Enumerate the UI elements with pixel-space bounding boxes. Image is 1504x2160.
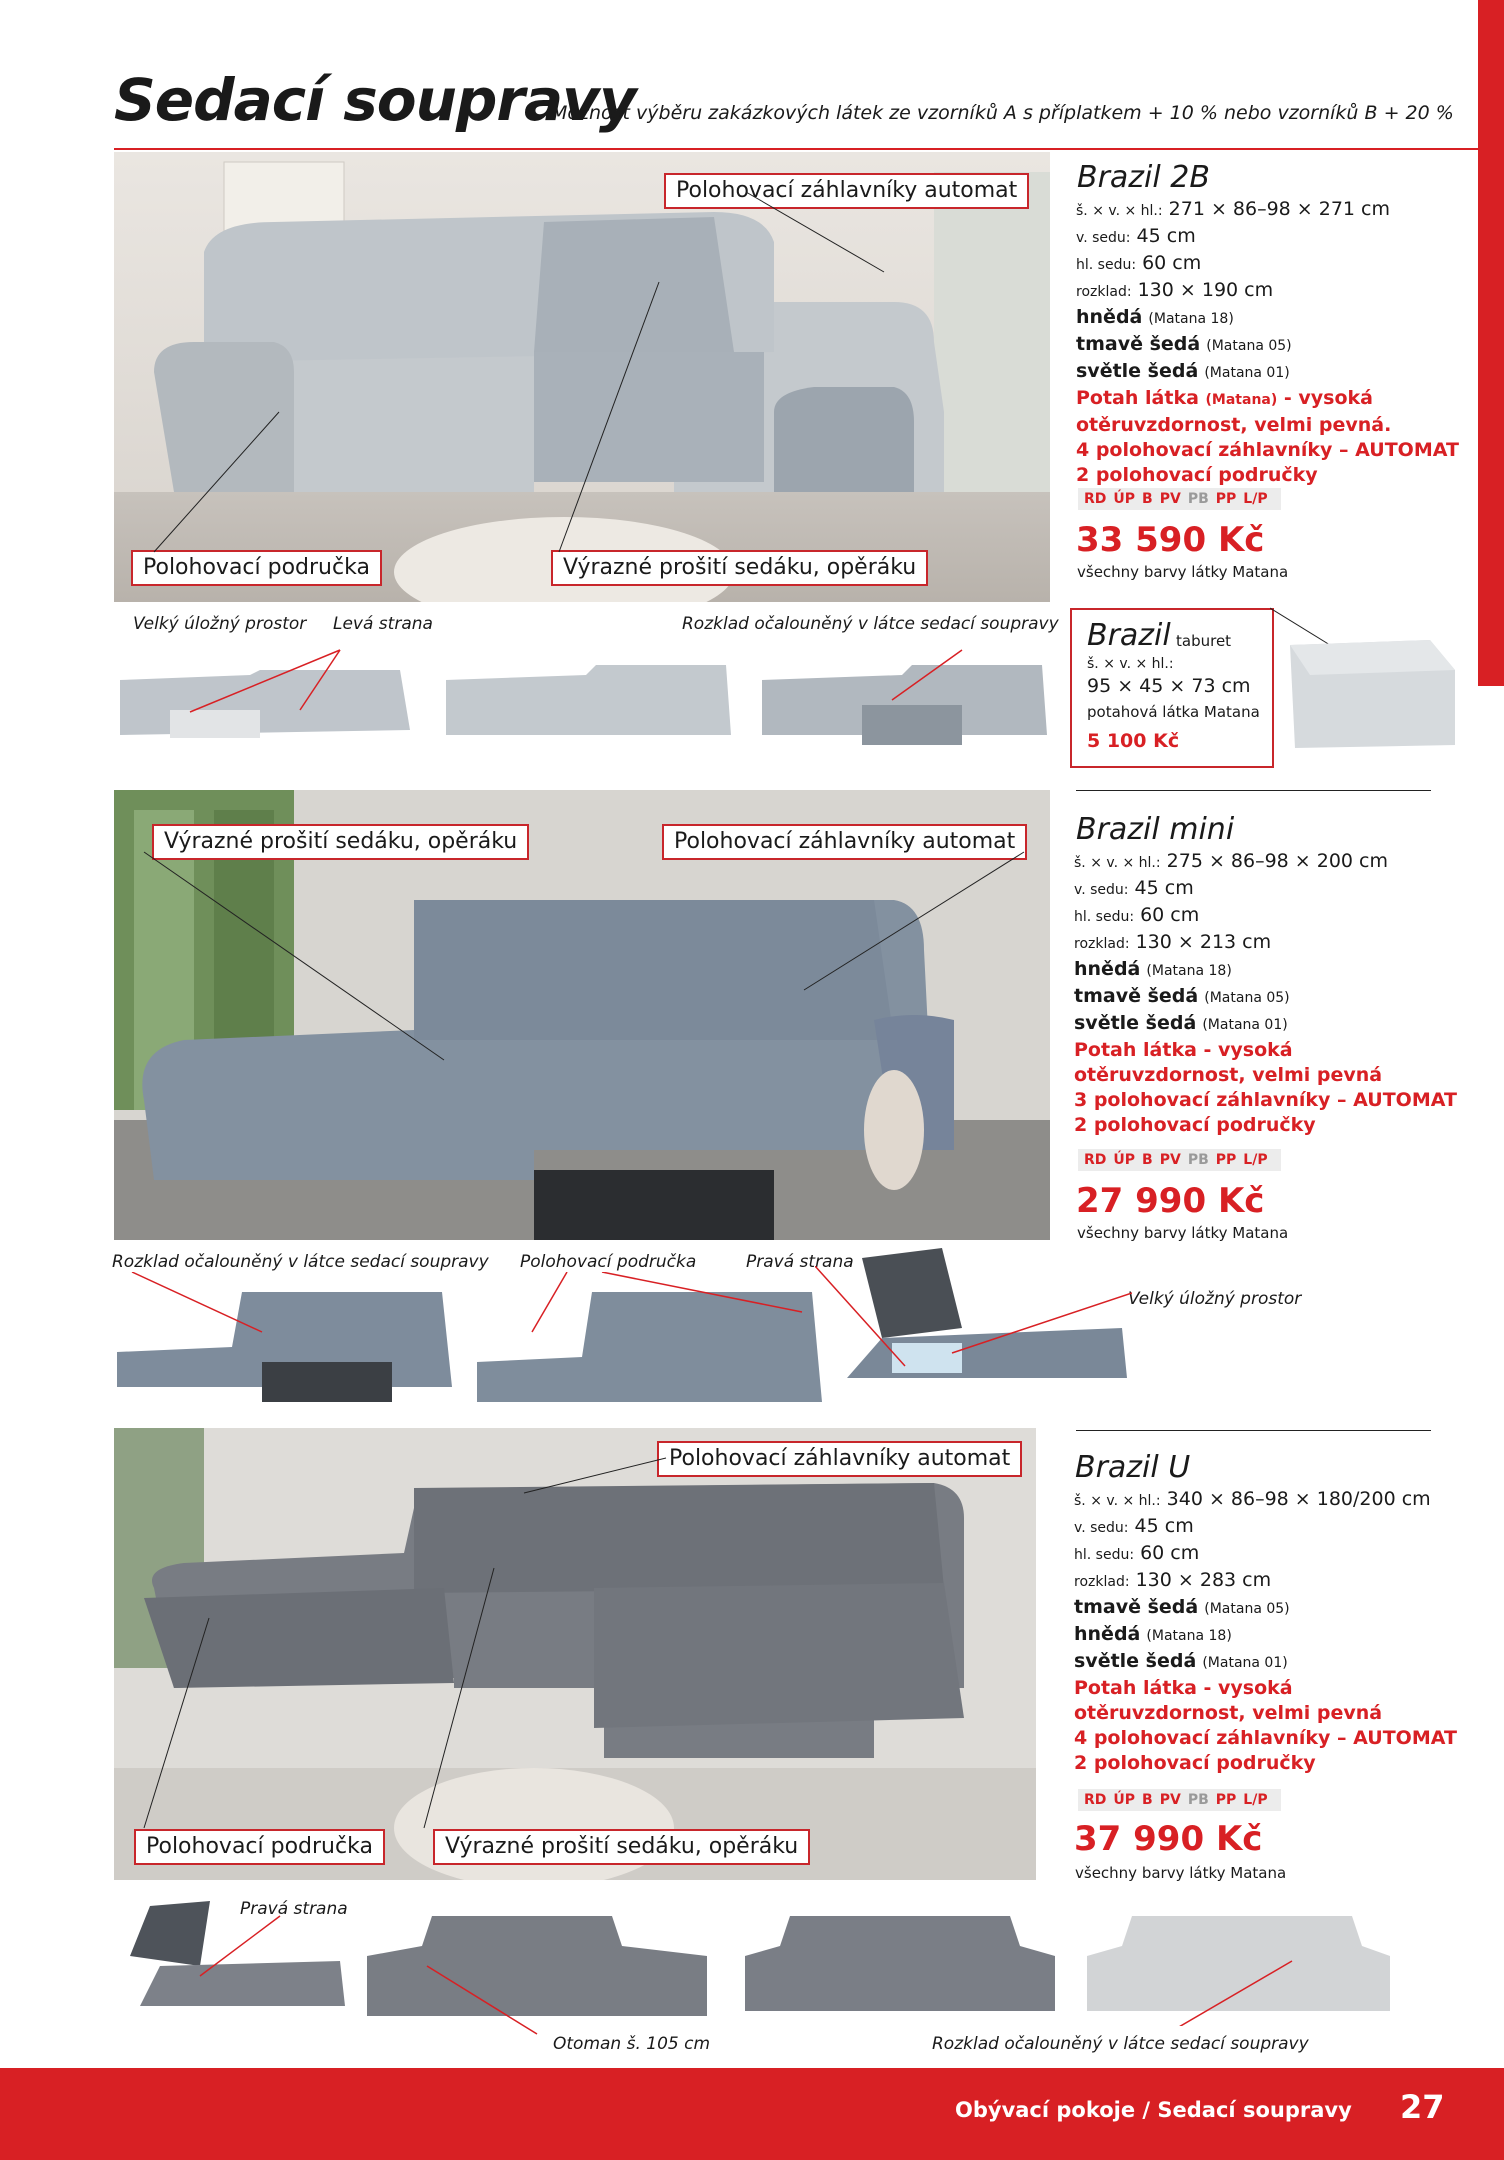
product-name: Brazil U: [1075, 1450, 1191, 1485]
function-codes: RD ÚP B PV PB PP L/P: [1078, 1149, 1281, 1171]
product-specs: š. × v. × hl.: 271 × 86–98 × 271 cm v. sedu: 45 cm hl. sedu: 60 cm rozklad: 130 × 190 cm hnědá (Matana 18) tmavě šedá (Matana 05) světle šedá (Matana 01) Potah látka (Matana) - vysoká otěruvzdornost, velmi pevná. 4 polohovací záhlavníky – AUTOMAT 2 polohovací područky: [1076, 198, 1459, 486]
price: 27 990 Kč: [1076, 1181, 1265, 1221]
callout-headrest-automat: Polohovací záhlavníky automat: [662, 824, 1027, 860]
caption-bed: Rozklad očalouněný v látce sedací soupravy: [112, 1252, 489, 1272]
caption-bed: Rozklad očalouněný v látce sedací soupravy: [682, 614, 1059, 634]
taburet-fabric: potahová látka Matana: [1087, 703, 1260, 721]
callout-armrest: Polohovací područka: [134, 1829, 385, 1865]
page-subtitle: Možnost výběru zakázkových látek ze vzorníků A s příplatkem + 10 % nebo vzorníků B + 20 %: [551, 102, 1454, 124]
caption-storage: Velký úložný prostor: [133, 614, 307, 634]
price-note: všechny barvy látky Matana: [1077, 1224, 1289, 1242]
thumb-storage: [110, 640, 420, 750]
taburet-dims: 95 × 45 × 73 cm: [1087, 675, 1251, 697]
divider-2: [1076, 1430, 1431, 1431]
product-name: Brazil 2B: [1077, 160, 1210, 195]
caption-storage: Velký úložný prostor: [1128, 1289, 1302, 1309]
product-specs: š. × v. × hl.: 340 × 86–98 × 180/200 cm v. sedu: 45 cm hl. sedu: 60 cm rozklad: 130 × 283 cm tmavě šedá (Matana 05) hnědá (Matana 18) světle šedá (Matana 01) Potah látka - vysoká otěruvzdornost, velmi pevná 4 polohovací záhlavníky – AUTOMAT 2 polohovací područky: [1074, 1488, 1457, 1774]
caption-right-side: Pravá strana: [240, 1899, 348, 1919]
caption-leader-right-side: [815, 1266, 935, 1376]
red-side-tab: [1478, 0, 1504, 686]
caption-right-side: Pravá strana: [746, 1252, 854, 1272]
callout-stitching: Výrazné prošití sedáku, opěráku: [152, 824, 529, 860]
callout-headrest-automat: Polohovací záhlavníky automat: [664, 173, 1029, 209]
footer-section: Obývací pokoje / Sedací soupravy: [955, 2098, 1352, 2122]
taburet-dims-label: š. × v. × hl.:: [1087, 656, 1174, 672]
price-note: všechny barvy látky Matana: [1077, 563, 1289, 581]
thumb-bed: [112, 1272, 458, 1412]
price: 33 590 Kč: [1076, 520, 1265, 560]
thumb-bed-u: [1082, 1906, 1394, 2026]
callout-armrest: Polohovací područka: [131, 550, 382, 586]
thumb-u-shape: [740, 1906, 1060, 2026]
caption-otoman: Otoman š. 105 cm: [553, 2034, 711, 2054]
page-number: 27: [1400, 2088, 1445, 2126]
taburet-type: taburet: [1176, 632, 1232, 650]
price-note: všechny barvy látky Matana: [1075, 1864, 1287, 1882]
price: 37 990 Kč: [1074, 1819, 1263, 1859]
title-rule: [114, 148, 1478, 150]
thumb-armrest: [472, 1272, 832, 1412]
thumb-storage: [120, 1896, 350, 2036]
thumb-bed: [752, 640, 1052, 750]
product-name: Brazil mini: [1076, 812, 1235, 847]
thumb-otoman: [362, 1906, 712, 2036]
callout-stitching: Výrazné prošití sedáku, opěráku: [551, 550, 928, 586]
divider-1: [1076, 790, 1431, 791]
callout-leader-lines: [114, 790, 1050, 1240]
product-specs: š. × v. × hl.: 275 × 86–98 × 200 cm v. sedu: 45 cm hl. sedu: 60 cm rozklad: 130 × 213 cm hnědá (Matana 18) tmavě šedá (Matana 05) světle šedá (Matana 01) Potah látka - vysoká otěruvzdornost, velmi pevná 3 polohovací záhlavníky – AUTOMAT 2 polohovací područky: [1074, 850, 1457, 1136]
taburet-price: 5 100 Kč: [1087, 730, 1180, 752]
caption-bed: Rozklad očalouněný v látce sedací soupravy: [932, 2034, 1309, 2054]
callout-leader-lines: [114, 152, 1050, 602]
caption-armrest: Polohovací područka: [520, 1252, 697, 1272]
function-codes: RD ÚP B PV PB PP L/P: [1078, 488, 1281, 510]
caption-left-side: Levá strana: [333, 614, 433, 634]
taburet-image: [1270, 600, 1470, 760]
function-codes: RD ÚP B PV PB PP L/P: [1078, 1789, 1281, 1811]
callout-headrest-automat: Polohovací záhlavníky automat: [657, 1441, 1022, 1477]
callout-stitching: Výrazné prošití sedáku, opěráku: [433, 1829, 810, 1865]
page-title: Sedací soupravy: [114, 66, 636, 134]
callout-leader-lines: [114, 1428, 1036, 1880]
thumb-left-side: [436, 640, 736, 750]
taburet-name: Brazil: [1087, 618, 1171, 653]
